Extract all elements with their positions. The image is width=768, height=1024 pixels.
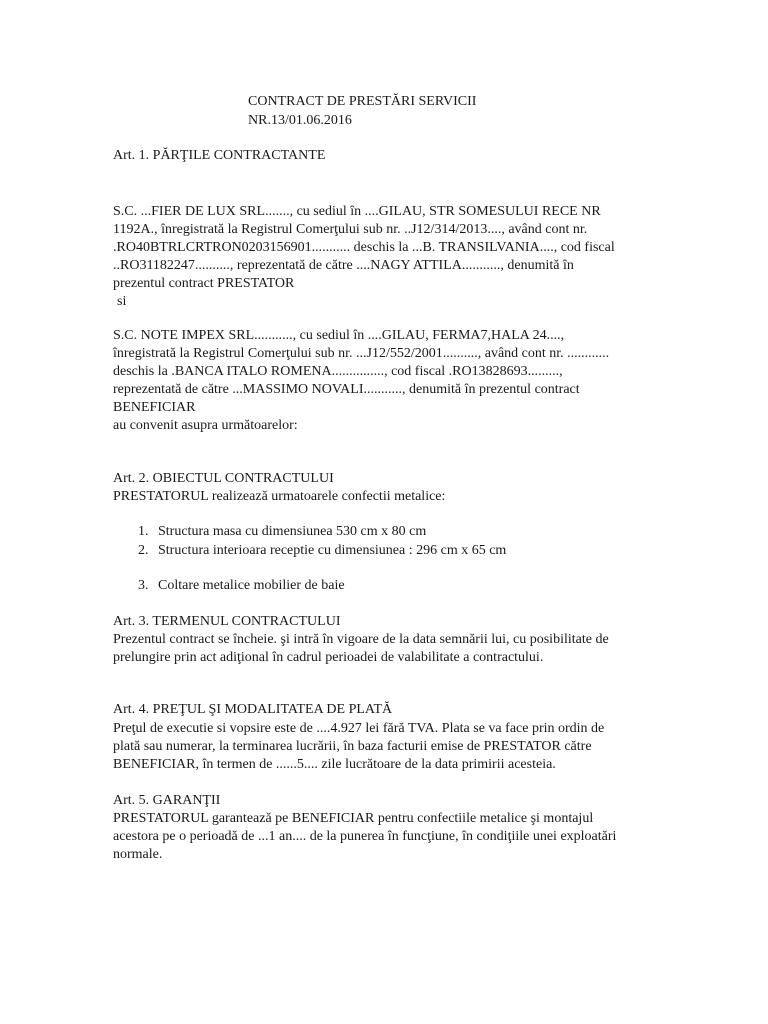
text-line: au convenit asupra următoarelor: bbox=[113, 418, 298, 433]
text-line: înregistrată la Registrul Comerţului sub nr. ...J12/552/2001.........., având cont nr. ............ bbox=[113, 346, 610, 361]
text-line: PRESTATORUL garantează pe BENEFICIAR pentru confectiile metalice şi montajul bbox=[113, 811, 594, 826]
art4-paragraph bbox=[113, 720, 658, 774]
art2-heading: Art. 2. OBIECTUL CONTRACTULUI bbox=[113, 471, 334, 486]
list-item-text: Coltare metalice mobilier de baie bbox=[158, 578, 345, 593]
art3-paragraph bbox=[113, 631, 658, 667]
text-line: reprezentată de către ...MASSIMO NOVALI..........., denumită în prezentul contract bbox=[113, 382, 580, 397]
list-item bbox=[113, 577, 345, 596]
list-item bbox=[113, 523, 506, 542]
text-line: deschis la .BANCA ITALO ROMENA..............., cod fiscal .RO13828693........., bbox=[113, 364, 563, 379]
text-line: .RO40BTRLCRTRON0203156901........... deschis la ...B. TRANSILVANIA...., cod fiscal bbox=[113, 240, 615, 255]
art4-heading: Art. 4. PREŢUL ŞI MODALITATEA DE PLATĂ bbox=[113, 702, 393, 717]
contract-title bbox=[248, 92, 476, 130]
art3-heading: Art. 3. TERMENUL CONTRACTULUI bbox=[113, 614, 341, 629]
list-item bbox=[113, 542, 506, 561]
art1-heading: Art. 1. PĂRŢILE CONTRACTANTE bbox=[113, 148, 326, 163]
title-line: CONTRACT DE PRESTĂRI SERVICII bbox=[248, 94, 477, 109]
text-line: Preţul de executie si vopsire este de ....4.927 lei fără TVA. Plata se va face prin ordin de bbox=[113, 721, 605, 736]
list-number: 3. bbox=[138, 578, 149, 593]
art2-intro bbox=[113, 488, 658, 506]
art5-paragraph bbox=[113, 810, 658, 864]
list-number: 1. bbox=[138, 524, 149, 539]
text-line: plată sau numerar, la terminarea lucrării, în baza facturii emise de PRESTATOR către bbox=[113, 739, 592, 754]
services-list bbox=[113, 523, 506, 561]
text-line: prezentul contract PRESTATOR bbox=[113, 276, 295, 291]
text-line: S.C. ...FIER DE LUX SRL......., cu sediul în ....GILAU, STR SOMESULUI RECE NR bbox=[113, 204, 601, 219]
art5-heading: Art. 5. GARANŢII bbox=[113, 793, 221, 808]
list-number: 2. bbox=[138, 543, 149, 558]
text-line: PRESTATORUL realizează urmatoarele confectii metalice: bbox=[113, 489, 446, 504]
text-line: normale. bbox=[113, 847, 163, 862]
list-item-text: Structura interioara receptie cu dimensiunea : 296 cm x 65 cm bbox=[158, 543, 507, 558]
services-list-continued bbox=[113, 577, 345, 596]
text-line: prelungire prin act adiţional în cadrul perioadei de valabilitate a contractului. bbox=[113, 650, 544, 665]
contract-number: NR.13/01.06.2016 bbox=[248, 113, 352, 128]
text-line: si bbox=[117, 294, 127, 309]
prestator-paragraph bbox=[113, 203, 658, 311]
text-line: ..RO31182247.........., reprezentată de către ....NAGY ATTILA..........., denumită în bbox=[113, 258, 574, 273]
text-line: BENEFICIAR bbox=[113, 400, 196, 415]
text-line: S.C. NOTE IMPEX SRL..........., cu sediul în ....GILAU, FERMA7,HALA 24...., bbox=[113, 328, 565, 343]
text-line: BENEFICIAR, în termen de ......5.... zile lucrătoare de la data primirii acesteia. bbox=[113, 757, 556, 772]
beneficiar-paragraph bbox=[113, 327, 658, 435]
text-line: 1192A., înregistrată la Registrul Comerţului sub nr. ..J12/314/2013...., având cont nr. bbox=[113, 222, 588, 237]
text-line: Prezentul contract se încheie. şi intră în vigoare de la data semnării lui, cu posibilitate de bbox=[113, 632, 609, 647]
list-item-text: Structura masa cu dimensiunea 530 cm x 80 cm bbox=[158, 524, 427, 539]
text-line: acestora pe o perioadă de ...1 an.... de la punerea în funcţiune, în condiţiile unei exploatări bbox=[113, 829, 617, 844]
